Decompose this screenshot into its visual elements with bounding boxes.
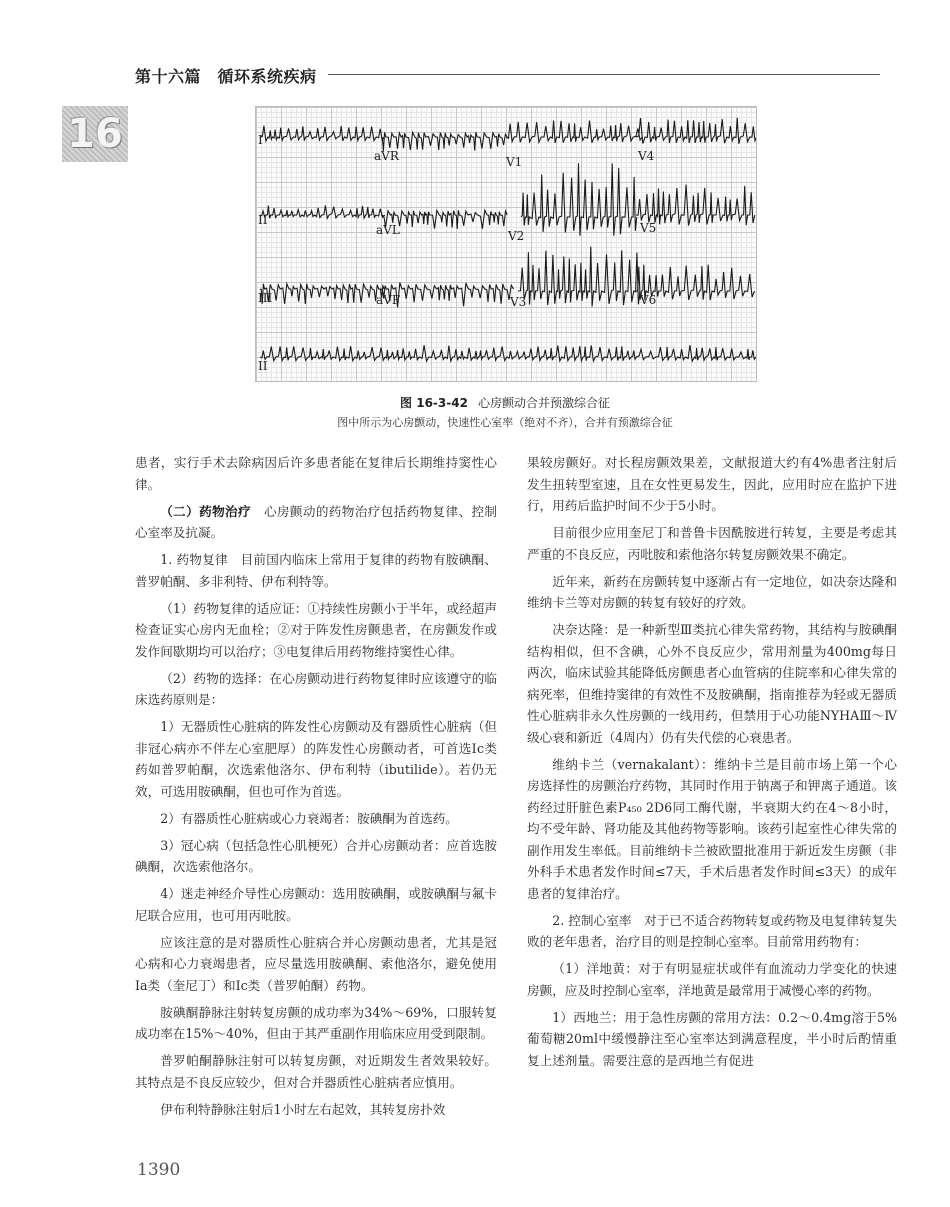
lead-label-v3: V3 [510,295,527,309]
paragraph: 果较房颤好。对长程房颤效果差，文献报道大约有4%患者注射后发生扭转型室速，且在女性更易发生，因此，应用时应在监护下进行，用药后监护时间不少于5小时。 [527,455,897,513]
ecg-trace-iii [260,284,384,304]
ecg-trace-rhythm [260,345,756,361]
ecg-trace-v2 [521,163,637,236]
lead-label-avf: aVF [376,293,401,307]
ecg-trace-i [260,126,384,141]
paragraph: 伊布利特静脉注射后1小时左右起效，其转复房扑效 [160,1101,446,1117]
ecg-trace-v3 [518,247,640,307]
lead-label-rhythm: II [258,359,268,373]
paragraph: 3）冠心病（包括急性心肌梗死）合并心房颤动者：应首选胺碘酮，次选索他洛尔。 [135,837,497,874]
paragraph: （1）洋地黄：对于有明显症状或伴有血流动力学变化的快速房颤，应及时控制心室率，洋地黄是最常用于减慢心率的药物。 [527,961,897,998]
paragraph: 决奈达隆：是一种新型Ⅲ类抗心律失常药物，其结构与胺碘酮结构相似，但不含碘，心外不良反应少，常用剂量为400mg每日两次，临床试验其能降低房颤患者心血管病的住院率和心律失常的病死率，但维持窦律的有效性不及胺碘酮，指南推荐为轻或无器质性心脏病非永久性房颤的一线用药，但禁用于心功能NYHAⅢ～Ⅳ级心衰和新近（4周内）仍有失代偿的心衰患者。 [527,622,897,745]
left-column [135,452,497,1126]
figure-title-text: 心房颤动合并预激综合征 [477,396,610,410]
paragraph: （2）药物的选择：在心房颤动进行药物复律时应该遵守的临床选药原则是： [135,670,497,707]
paragraph [135,501,497,544]
lead-label-v1: V1 [506,155,523,169]
figure-number: 图 16-3-42 [400,396,468,410]
ecg-trace-v5 [636,185,755,226]
lead-label-v2: V2 [508,229,525,243]
paragraph: 胺碘酮静脉注射转复房颤的成功率为34%～69%，口服转复成功率在15%～40%，但由于其严重副作用临床应用受到限制。 [135,1004,497,1041]
paragraph: 目前很少应用奎尼丁和普鲁卡因酰胺进行转复，主要是考虑其严重的不良反应，丙吡胺和索他洛尔转复房颤效果不确定。 [527,525,897,562]
lead-label-v4: V4 [638,149,655,163]
paragraph: 4）迷走神经介导性心房颤动：选用胺碘酮，或胺碘酮与氟卡尼联合应用，也可用丙吡胺。 [135,886,497,923]
ecg-trace-avf [381,283,514,308]
paragraph-text: 心房颤动的药物治疗包括药物复律、控制心室率及抗凝。 [135,503,497,540]
paragraph: 近年来，新药在房颤转复中逐渐占有一定地位，如决奈达隆和维纳卡兰等对房颤的转复有较好的疗效。 [527,573,897,610]
lead-label-v5: V5 [640,221,657,235]
figure-title [255,394,755,411]
ecg-figure [255,106,757,382]
subsection-heading: （二）药物治疗 [160,503,251,519]
header-rule [328,74,880,75]
paragraph: 普罗帕酮静脉注射可以转复房颤，对近期发生者效果较好。其特点是不良反应较少，但对合并器质性心脏病者应慎用。 [135,1053,497,1090]
paragraph: 维纳卡兰（vernakalant）：维纳卡兰是目前市场上第一个心房选择性的房颤治疗药物，其同时作用于钠离子和钾离子通道。该药经过肝脏色素P₄₅₀ 2D6同工酶代谢，半衰期大约在4～8小时，均不受年龄、肾功能及其他药物等影响。该药引起室性心律失常的副作用发生率低。目前维纳卡兰被欧盟批准用于新近发生房颤（非外科手术患者发作时间≤7天，手术后患者发作时间≤3天）的成年患者的复律治疗。 [527,756,897,901]
paragraph: 2. 控制心室率 对于已不适合药物转复或药物及电复律转复失败的老年患者，治疗目的则是控制心室率。目前常用药物有： [527,912,897,949]
lead-label-ii: II [258,213,268,227]
lead-label-iii: III [258,291,273,305]
lead-label-avl: aVL [376,223,400,237]
paragraph: 1）西地兰：用于急性房颤的常用方法：0.2～0.4mg溶于5%葡萄糖20ml中缓慢静注至心室率达到满意程度，半小时后酌情重复上述剂量。需要注意的是西地兰有促进 [527,1009,897,1068]
ecg-trace-avr [381,132,507,151]
lead-label-i: I [258,133,263,147]
lead-label-v6: V6 [640,293,657,307]
paragraph: 2）有器质性心脏病或心力衰竭者：胺碘酮为首选药。 [160,810,458,826]
paragraph: 1）无器质性心脏病的阵发性心房颤动及有器质性心脏病（但非冠心病亦不伴左心室肥厚）的阵发性心房颤动者，可首选Ⅰc类药如普罗帕酮，次选索他洛尔、伊布利特（ibutilide）。若仍无效，可选用胺碘酮，但也可作为首选。 [135,719,497,799]
ecg-trace-v1 [506,121,642,143]
lead-label-avr: aVR [374,149,399,163]
ecg-trace-ii [260,206,385,219]
ecg-trace-v4 [636,118,756,144]
page-number: 1390 [137,1160,181,1180]
right-column [527,452,897,1077]
paragraph: （1）药物复律的适应证：①持续性房颤小于半年，或经超声检查证实心房内无血栓；②对于阵发性房颤患者，在房颤发作或发作间歇期均可以治疗；③电复律后用药物维持窦性心律。 [135,600,497,659]
ecg-traces [256,107,756,381]
figure-caption: 图中所示为心房颤动，快速性心室率（绝对不齐），合并有预激综合征 [337,416,673,429]
chapter-number: 16 [67,111,123,157]
paragraph: 1. 药物复律 目前国内临床上常用于复律的药物有胺碘酮、普罗帕酮、多非利特、伊布利特等。 [135,552,497,589]
paragraph: 患者，实行手术去除病因后许多患者能在复律后长期维持窦性心律。 [135,455,497,492]
paragraph: 应该注意的是对器质性心脏病合并心房颤动患者，尤其是冠心病和心力衰竭患者，应尽量选用胺碘酮、索他洛尔，避免使用Ⅰa类（奎尼丁）和Ⅰc类（普罗帕酮）药物。 [135,934,497,993]
chapter-badge [62,106,128,162]
section-title: 第十六篇 循环系统疾病 [135,67,317,86]
